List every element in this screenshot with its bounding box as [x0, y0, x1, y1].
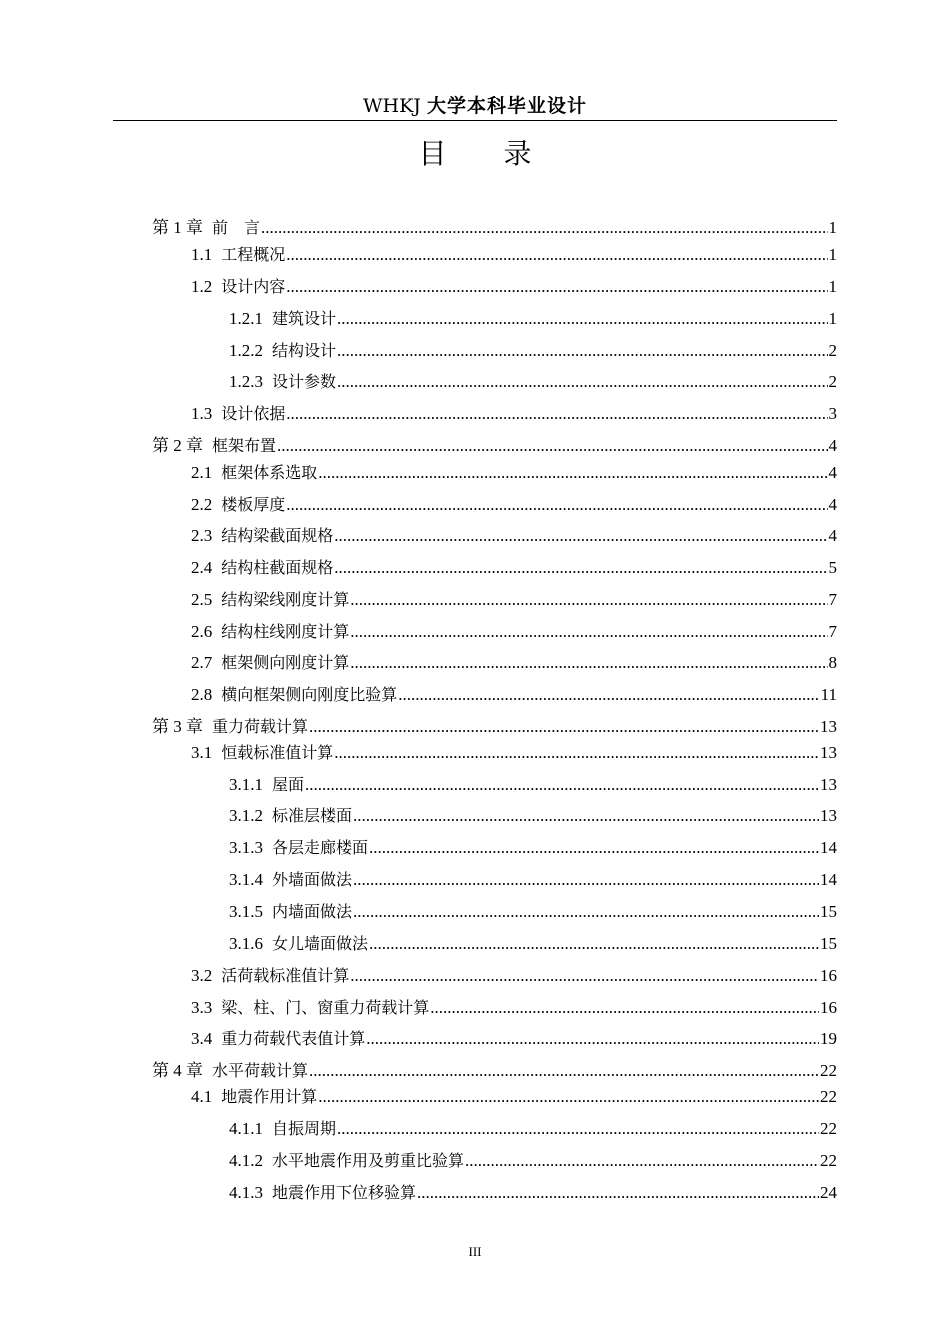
toc-entry[interactable] [229, 1149, 837, 1173]
toc-entry-title: 内墙面做法 [272, 902, 353, 921]
toc-entry-page: 4 [828, 463, 837, 482]
toc-entry[interactable] [191, 1085, 837, 1109]
toc-entry-page: 3 [828, 404, 837, 423]
toc-entry[interactable] [229, 868, 837, 892]
toc-entry-page: 15 [820, 934, 837, 953]
toc-dot-leader [430, 996, 819, 1020]
toc-dot-leader [286, 493, 827, 517]
toc-entry-page: 16 [820, 998, 837, 1017]
toc-dot-leader [337, 370, 827, 394]
toc-entry[interactable] [191, 741, 837, 765]
toc-entry-page: 14 [820, 838, 837, 857]
toc-entry-title: 梁、柱、门、窗重力荷载计算 [221, 998, 430, 1017]
toc-entry[interactable] [191, 588, 837, 612]
toc-entry-page: 22 [820, 1119, 837, 1138]
toc-entry-title: 重力荷载代表值计算 [221, 1029, 366, 1048]
toc-entry-number: 3.1.1 [229, 775, 263, 794]
toc-dot-leader [286, 275, 827, 299]
toc-entry-number: 第 2 章 [152, 436, 203, 455]
toc-entry-number: 2.3 [191, 526, 213, 545]
toc-entry-title: 框架布置 [212, 436, 277, 455]
toc-entry[interactable] [229, 773, 837, 797]
toc-entry-page: 16 [820, 966, 837, 985]
toc-entry-title: 结构柱截面规格 [221, 558, 334, 577]
toc-entry-title: 地震作用计算 [221, 1087, 318, 1106]
toc-entry-number: 2.8 [191, 685, 213, 704]
toc-entry-page: 8 [828, 653, 837, 672]
toc-entry-page: 1 [828, 245, 837, 264]
toc-entry-number: 3.1.2 [229, 806, 263, 825]
toc-entry-page: 4 [828, 526, 837, 545]
toc-entry[interactable] [191, 275, 837, 299]
toc-dot-leader [350, 620, 827, 644]
toc-entry-page: 5 [828, 558, 837, 577]
toc-entry-title: 设计内容 [221, 277, 286, 296]
toc-entry[interactable] [152, 216, 837, 240]
toc-entry-page: 7 [828, 590, 837, 609]
toc-entry-number: 4.1.2 [229, 1151, 263, 1170]
toc-entry-title: 框架体系选取 [221, 463, 318, 482]
toc-dot-leader [318, 461, 827, 485]
page-header [113, 92, 837, 121]
toc-dot-leader [337, 339, 827, 363]
toc-dot-leader [337, 307, 827, 331]
toc-dot-leader [334, 556, 827, 580]
header-prefix: WHKJ [363, 95, 421, 117]
toc-entry[interactable] [191, 1027, 837, 1051]
toc-entry[interactable] [229, 339, 837, 363]
toc-entry-page: 22 [820, 1151, 837, 1170]
toc-entry[interactable] [152, 434, 837, 458]
toc-entry-title: 活荷载标准值计算 [221, 966, 350, 985]
toc-entry-title: 前 言 [212, 218, 261, 237]
toc-entry[interactable] [191, 996, 837, 1020]
toc-entry[interactable] [229, 370, 837, 394]
toc-entry-number: 第 1 章 [152, 218, 203, 237]
toc-entry-number: 1.3 [191, 404, 213, 423]
toc-entry-number: 3.4 [191, 1029, 213, 1048]
toc-entry-title: 结构柱线刚度计算 [221, 622, 350, 641]
toc-dot-leader [309, 715, 819, 739]
header-university: 大学本科毕业设计 [426, 95, 587, 117]
toc-entry-page: 13 [820, 806, 837, 825]
toc-entry-page: 11 [820, 685, 837, 704]
toc-entry[interactable] [191, 461, 837, 485]
toc-entry-number: 2.1 [191, 463, 213, 482]
toc-entry-number: 1.2.2 [229, 341, 263, 360]
toc-entry-page: 1 [828, 277, 837, 296]
toc-entry[interactable] [191, 402, 837, 426]
toc-entry-title: 工程概况 [221, 245, 286, 264]
toc-entry[interactable] [229, 836, 837, 860]
toc-entry[interactable] [191, 493, 837, 517]
toc-dot-leader [261, 216, 827, 240]
toc-entry-number: 第 4 章 [152, 1061, 203, 1080]
toc-entry-number: 4.1 [191, 1087, 213, 1106]
toc-dot-leader [334, 524, 827, 548]
toc-entry-title: 地震作用下位移验算 [272, 1183, 417, 1202]
toc-dot-leader [353, 804, 819, 828]
toc-dot-leader [369, 932, 819, 956]
toc-dot-leader [337, 1117, 819, 1141]
toc-entry-number: 3.2 [191, 966, 213, 985]
toc-entry-page: 13 [820, 775, 837, 794]
toc-entry-number: 2.6 [191, 622, 213, 641]
toc-dot-leader [417, 1181, 819, 1205]
toc-entry[interactable] [229, 900, 837, 924]
toc-entry-page: 7 [828, 622, 837, 641]
toc-entry-page: 4 [828, 495, 837, 514]
toc-entry-title: 水平荷载计算 [212, 1061, 309, 1080]
toc-entry-title: 重力荷载计算 [212, 717, 309, 736]
toc-dot-leader [305, 773, 819, 797]
toc-entry-number: 2.2 [191, 495, 213, 514]
toc-entry-number: 2.4 [191, 558, 213, 577]
toc-entry[interactable] [191, 524, 837, 548]
toc-entry[interactable] [191, 243, 837, 267]
toc-entry-title: 水平地震作用及剪重比验算 [272, 1151, 465, 1170]
toc-entry[interactable] [191, 556, 837, 580]
toc-entry-number: 3.3 [191, 998, 213, 1017]
toc-entry-title: 框架侧向刚度计算 [221, 653, 350, 672]
toc-entry-title: 恒载标准值计算 [221, 743, 334, 762]
toc-entry-number: 1.2.1 [229, 309, 263, 328]
toc-entry-title: 女儿墙面做法 [272, 934, 369, 953]
toc-entry-number: 3.1.5 [229, 902, 263, 921]
toc-entry-number: 1.1 [191, 245, 213, 264]
toc-dot-leader [398, 683, 819, 707]
toc-entry-title: 外墙面做法 [272, 870, 353, 889]
toc-entry-page: 15 [820, 902, 837, 921]
toc-entry-number: 1.2 [191, 277, 213, 296]
toc-dot-leader [350, 964, 819, 988]
toc-dot-leader [277, 434, 827, 458]
toc-dot-leader [465, 1149, 819, 1173]
toc-dot-leader [369, 836, 819, 860]
toc-entry-title: 建筑设计 [272, 309, 337, 328]
toc-entry-page: 2 [828, 341, 837, 360]
toc-entry-title: 结构设计 [272, 341, 337, 360]
toc-entry-page: 4 [828, 436, 837, 455]
toc-entry-number: 3.1.4 [229, 870, 263, 889]
toc-entry-page: 19 [820, 1029, 837, 1048]
toc-entry-title: 自振周期 [272, 1119, 337, 1138]
toc-dot-leader [309, 1059, 819, 1083]
toc-entry[interactable] [191, 620, 837, 644]
toc-entry-title: 标准层楼面 [272, 806, 353, 825]
toc-entry-title: 横向框架侧向刚度比验算 [221, 685, 398, 704]
toc-entry[interactable] [191, 683, 837, 707]
toc-dot-leader [350, 588, 827, 612]
toc-entry-title: 结构梁线刚度计算 [221, 590, 350, 609]
toc-entry[interactable] [152, 715, 837, 739]
toc-entry[interactable] [152, 1059, 837, 1083]
toc-entry[interactable] [191, 651, 837, 675]
toc-entry-page: 1 [828, 309, 837, 328]
toc-entry-number: 2.5 [191, 590, 213, 609]
toc-dot-leader [353, 868, 819, 892]
toc-entry-title: 屋面 [272, 775, 305, 794]
toc-entry-title: 结构梁截面规格 [221, 526, 334, 545]
toc-entry-title: 设计依据 [221, 404, 286, 423]
toc-entry-number: 2.7 [191, 653, 213, 672]
toc-entry[interactable] [229, 804, 837, 828]
toc-dot-leader [286, 243, 827, 267]
toc-entry[interactable] [229, 1117, 837, 1141]
toc-entry-number: 4.1.3 [229, 1183, 263, 1202]
toc-entry-number: 3.1.3 [229, 838, 263, 857]
toc-entry-title: 楼板厚度 [221, 495, 286, 514]
toc-entry-number: 3.1.6 [229, 934, 263, 953]
toc-entry[interactable] [229, 307, 837, 331]
toc-dot-leader [318, 1085, 819, 1109]
page-number: III [468, 1244, 482, 1259]
toc-dot-leader [286, 402, 827, 426]
toc-entry[interactable] [229, 1181, 837, 1205]
toc-dot-leader [366, 1027, 819, 1051]
toc-entry-page: 14 [820, 870, 837, 889]
toc-entry-page: 22 [820, 1061, 837, 1080]
toc-entry-title: 各层走廊楼面 [272, 838, 369, 857]
toc-entry-page: 13 [820, 743, 837, 762]
toc-dot-leader [334, 741, 819, 765]
toc-entry-page: 24 [820, 1183, 837, 1202]
toc-entry-page: 13 [820, 717, 837, 736]
toc-entry-number: 3.1 [191, 743, 213, 762]
toc-entry-page: 1 [828, 218, 837, 237]
page-title: 目 录 [418, 137, 556, 170]
toc-entry-number: 第 3 章 [152, 717, 203, 736]
toc-entry-page: 2 [828, 372, 837, 391]
toc-dot-leader [353, 900, 819, 924]
toc-entry-number: 4.1.1 [229, 1119, 263, 1138]
toc-dot-leader [350, 651, 827, 675]
toc-entry-title: 设计参数 [272, 372, 337, 391]
toc-entry-page: 22 [820, 1087, 837, 1106]
toc-entry[interactable] [229, 932, 837, 956]
toc-entry-number: 1.2.3 [229, 372, 263, 391]
toc-entry[interactable] [191, 964, 837, 988]
